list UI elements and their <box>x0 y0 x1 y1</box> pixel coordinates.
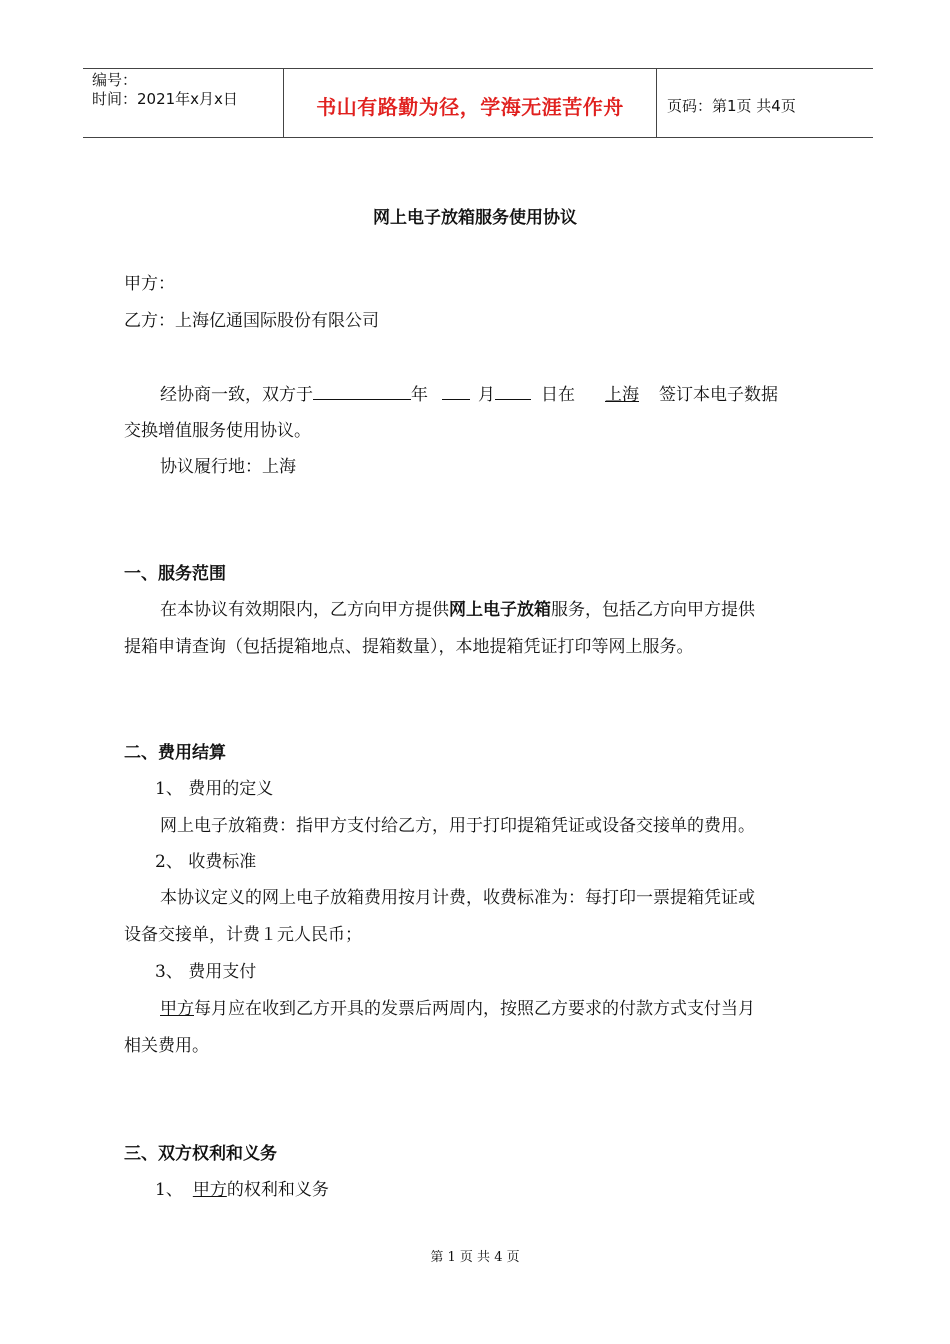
section3-item1-party: 甲方 <box>192 1180 227 1200</box>
section2-item3-party: 甲方 <box>160 999 194 1019</box>
header-motto: 书山有路勤为径，学海无涯苦作舟 <box>283 69 657 137</box>
section1-line1 <box>160 598 755 622</box>
intro-place: 上海 <box>605 385 639 405</box>
document-title: 网上电子放箱服务使用协议 <box>373 208 577 228</box>
section3-item1 <box>155 1178 329 1202</box>
party-b-line: 乙方：上海亿通国际股份有限公司 <box>124 311 379 331</box>
section1-heading: 一、服务范围 <box>124 564 226 584</box>
intro-paragraph-line2: 交换增值服务使用协议。 <box>124 421 311 441</box>
header-table <box>83 68 873 138</box>
header-page-label: 页码：第1页 共4页 <box>667 96 796 115</box>
section2-item2-line1: 本协议定义的网上电子放箱费用按月计费，收费标准为：每打印一票提箱凭证或 <box>160 888 755 908</box>
section2-heading: 二、费用结算 <box>124 743 226 763</box>
page-footer: 第 1 页 共 4 页 <box>430 1250 520 1265</box>
year-blank <box>313 381 411 400</box>
section1-line2: 提箱申请查询（包括提箱地点、提箱数量），本地提箱凭证打印等网上服务。 <box>124 637 694 657</box>
section2-item3-line1 <box>160 997 755 1021</box>
section2-item1-text: 网上电子放箱费：指甲方支付给乙方，用于打印提箱凭证或设备交接单的费用。 <box>160 816 755 836</box>
performance-place: 协议履行地：上海 <box>160 457 296 477</box>
party-a-line: 甲方： <box>124 274 175 294</box>
section2-item3-heading: 3、 费用支付 <box>155 962 257 982</box>
section1-service-name: 网上电子放箱 <box>449 600 551 620</box>
section1-text-b: 服务，包括乙方向甲方提供 <box>551 600 755 620</box>
section2-item2-heading: 2、 收费标准 <box>155 852 257 872</box>
section1-text-a: 在本协议有效期限内，乙方向甲方提供 <box>160 600 449 620</box>
month-blank <box>442 381 470 400</box>
section3-heading: 三、双方权利和义务 <box>124 1144 277 1164</box>
day-blank <box>495 381 531 400</box>
header-meta <box>83 69 283 137</box>
document-time-label: 时间：2021年x月x日 <box>92 90 238 108</box>
intro-text-b: 签订本电子数据 <box>659 385 778 405</box>
intro-paragraph-line1 <box>160 381 778 407</box>
section3-item1-text: 的权利和义务 <box>226 1180 329 1200</box>
intro-month: 月 <box>478 385 495 405</box>
section2-item2-line2: 设备交接单，计费１元人民币； <box>124 925 362 945</box>
intro-day: 日在 <box>541 385 575 405</box>
intro-year: 年 <box>411 385 428 405</box>
section3-item1-number: 1、 <box>155 1180 183 1200</box>
intro-text-a: 经协商一致，双方于 <box>160 385 313 405</box>
section2-item3-line2: 相关费用。 <box>124 1036 209 1056</box>
section2-item3-text: 每月应在收到乙方开具的发票后两周内，按照乙方要求的付款方式支付当月 <box>194 999 755 1019</box>
document-number-label: 编号： <box>92 71 138 89</box>
section2-item1-heading: 1、 费用的定义 <box>155 779 274 799</box>
